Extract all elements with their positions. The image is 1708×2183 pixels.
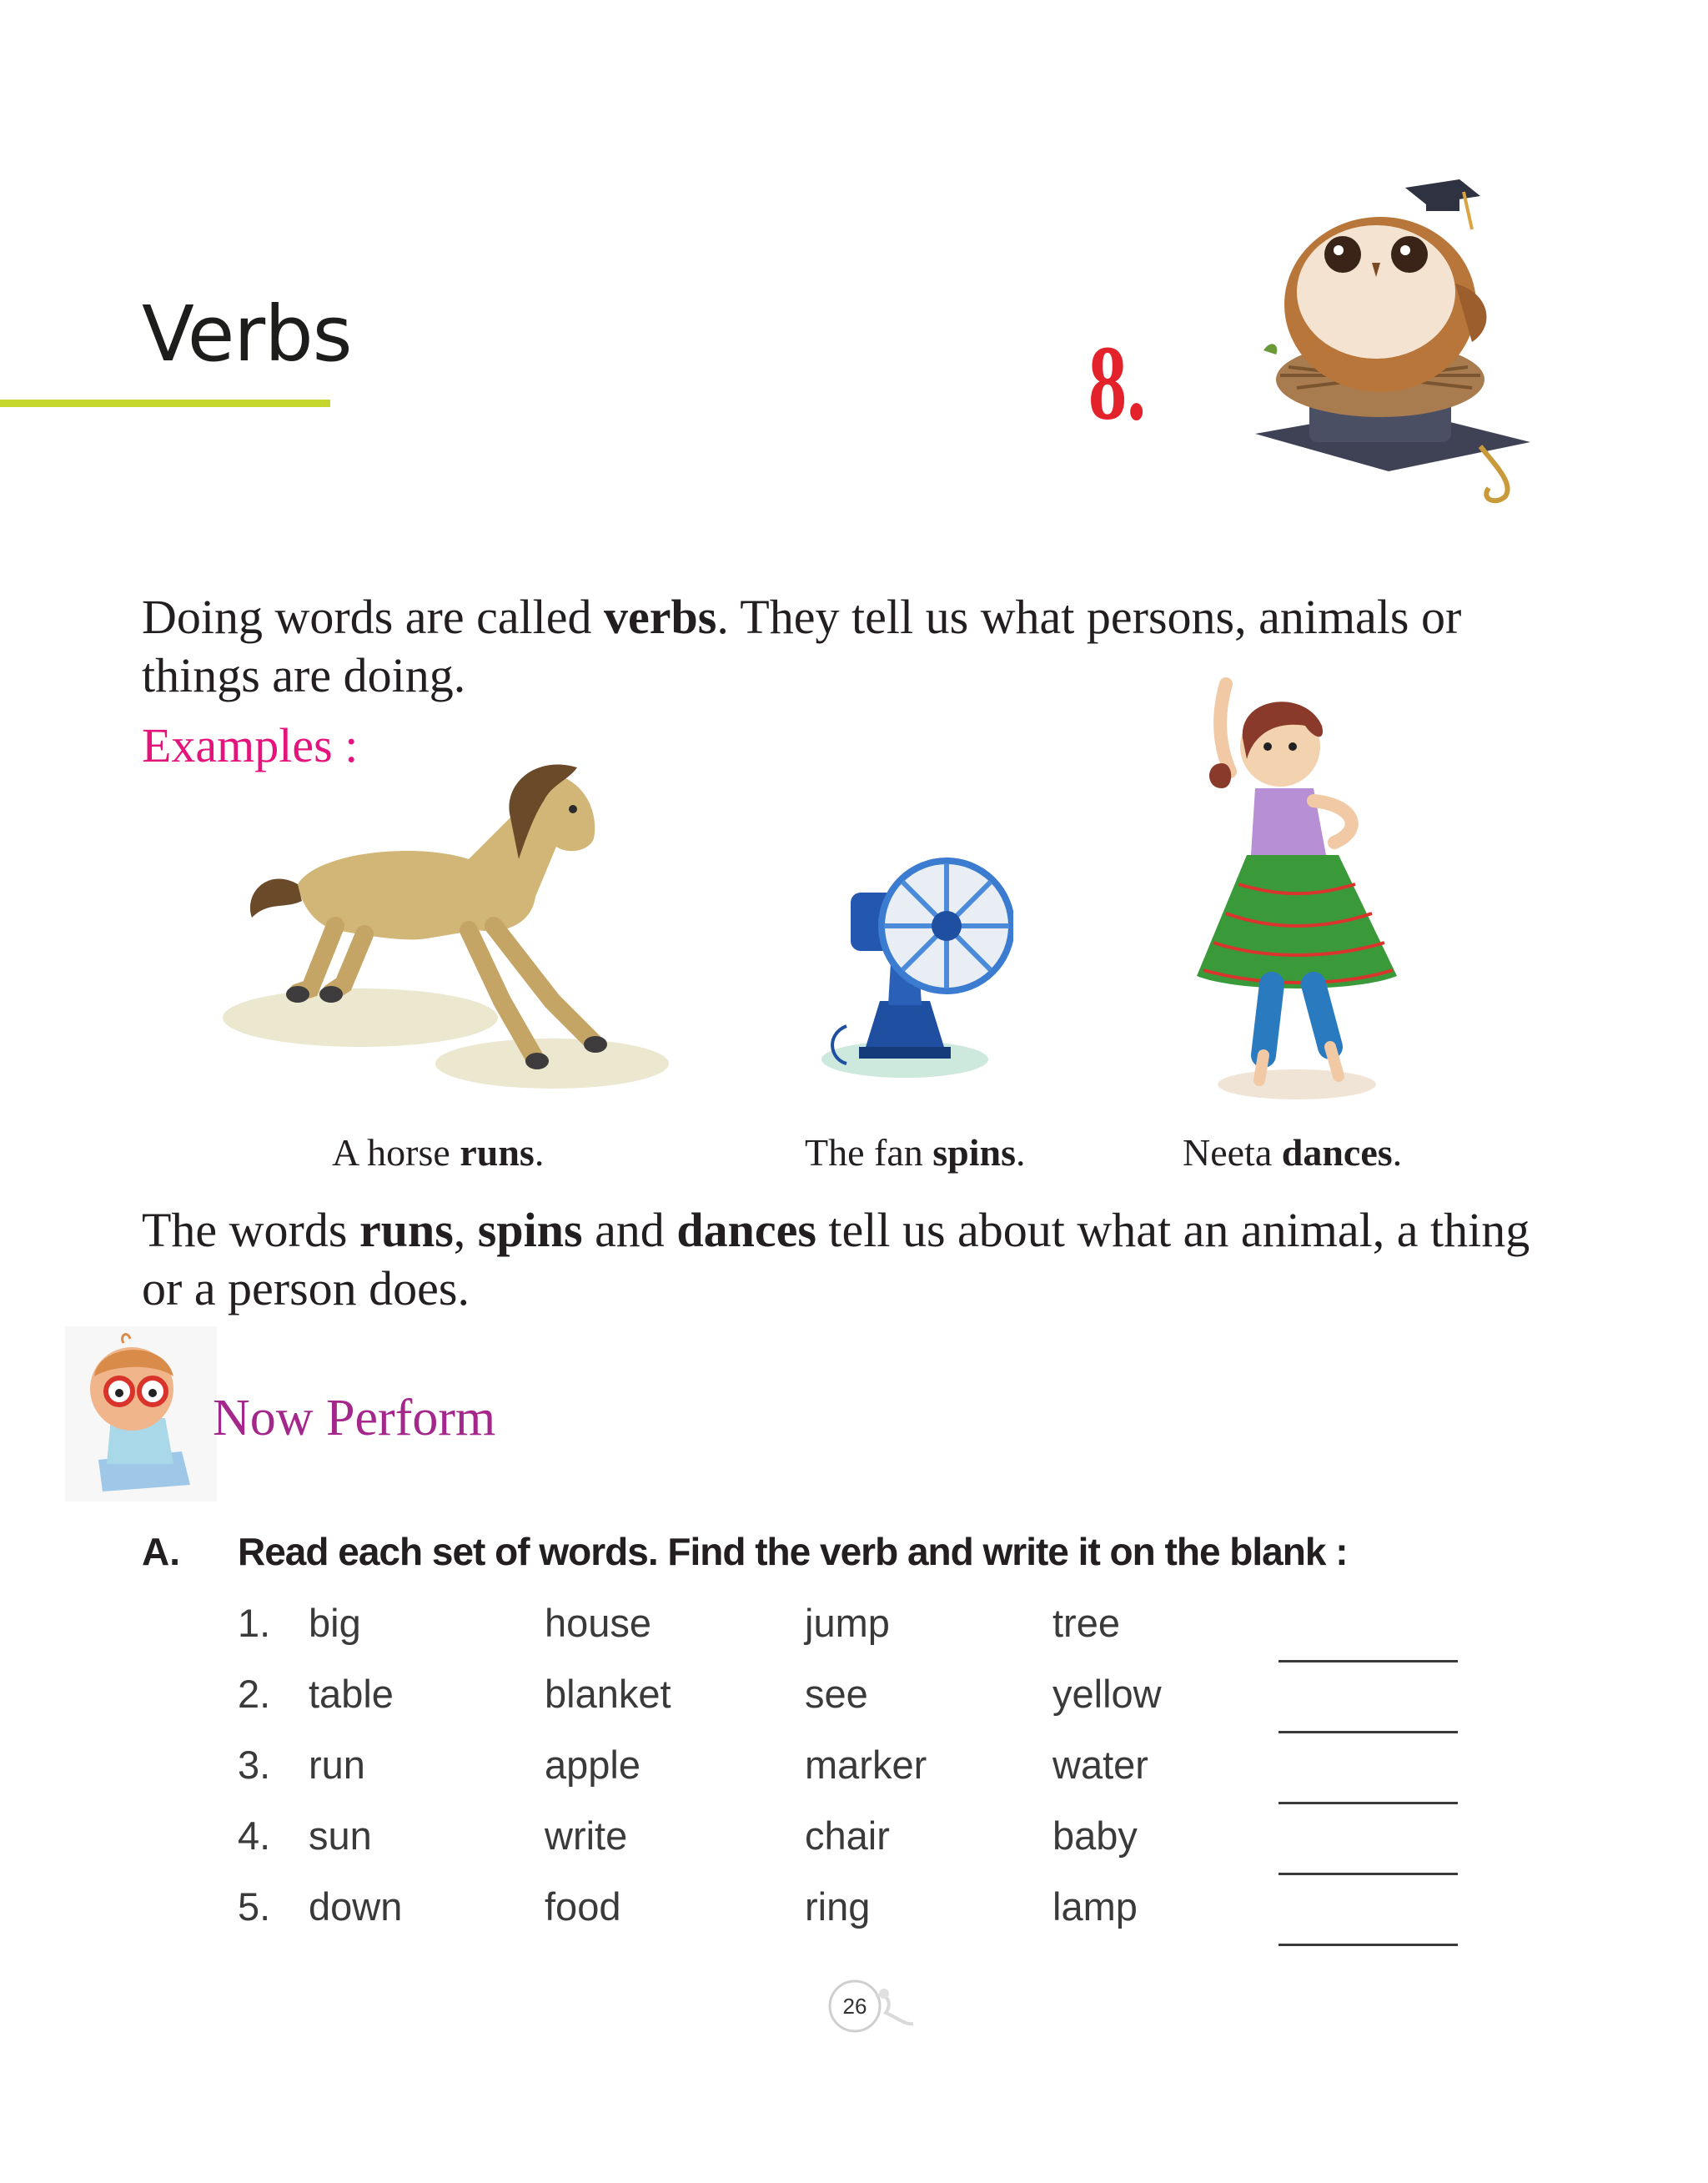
caption-verb: spins [932,1131,1017,1174]
row-number: 1. [238,1601,271,1645]
caption-girl [1183,1130,1402,1174]
page-number: 26 [842,1994,867,2019]
exercise-row [0,1813,1708,1871]
intro-text-part1: Doing words are called [142,590,605,644]
word-option: house [545,1601,652,1645]
summary-verb: spins [477,1203,583,1257]
answer-blank[interactable] [1278,1623,1458,1662]
word-option: down [309,1884,403,1929]
word-option: run [309,1743,365,1787]
summary-paragraph [142,1201,1576,1318]
horse-illustration [219,751,677,1109]
caption-text: The fan [805,1131,933,1174]
intro-term: verbs [604,590,717,644]
caption-punct: . [1016,1131,1026,1174]
word-option: lamp [1052,1884,1138,1929]
caption-horse [332,1130,544,1174]
exercise-row [0,1671,1708,1729]
title-underline [0,400,330,407]
row-number: 4. [238,1813,271,1858]
caption-fan [805,1130,1026,1174]
caption-verb: dances [1281,1131,1393,1174]
row-number: 5. [238,1884,271,1929]
word-option: table [309,1672,394,1716]
summary-verb: runs [359,1203,454,1257]
boy-with-laptop-mascot-icon [65,1326,217,1501]
answer-blank[interactable] [1278,1694,1458,1733]
answer-blank[interactable] [1278,1765,1458,1804]
word-option: tree [1052,1601,1120,1645]
caption-text: Neeta [1183,1131,1282,1174]
exercise-instruction: Read each set of words. Find the verb and write it on the blank : [238,1530,1348,1573]
fan-illustration [813,834,1013,1093]
now-perform-heading: Now Perform [213,1390,496,1446]
word-option: sun [309,1813,372,1858]
intro-text-part2: . They tell us what persons, animals or things are doing. [142,590,1462,702]
word-option: marker [805,1743,927,1787]
answer-blank[interactable] [1278,1907,1458,1946]
girl-dancing-illustration [1188,663,1405,1109]
row-number: 2. [238,1672,271,1716]
word-option: big [309,1601,361,1645]
exercise-row [0,1600,1708,1658]
word-option: jump [805,1601,890,1645]
word-option: chair [805,1813,890,1858]
summary-text: The words [142,1203,359,1257]
exercise-row [0,1884,1708,1942]
exercise-letter: A. [142,1530,180,1573]
summary-text: , [453,1203,478,1257]
answer-blank[interactable] [1278,1836,1458,1875]
word-option: apple [545,1743,640,1787]
word-option: water [1052,1743,1148,1787]
chapter-title: Verbs [142,289,352,379]
summary-verb: dances [676,1203,816,1257]
word-option: see [805,1672,868,1716]
caption-text: A horse [332,1131,460,1174]
summary-text: tell us about what an animal, a thing or a person does. [142,1203,1530,1315]
exercise-row [0,1742,1708,1800]
word-option: yellow [1052,1672,1162,1716]
page-number-badge [826,1975,926,2042]
word-option: baby [1052,1813,1138,1858]
summary-text: and [582,1203,677,1257]
caption-punct: . [1392,1131,1403,1174]
row-number: 3. [238,1743,271,1787]
word-option: blanket [545,1672,671,1716]
word-option: ring [805,1884,871,1929]
examples-heading: Examples : [142,718,359,772]
word-option: food [545,1884,621,1929]
caption-verb: runs [460,1131,535,1174]
caption-punct: . [534,1131,545,1174]
chapter-number: 8. [1088,324,1147,442]
owl-graduate-illustration [1230,167,1564,517]
word-option: write [545,1813,628,1858]
